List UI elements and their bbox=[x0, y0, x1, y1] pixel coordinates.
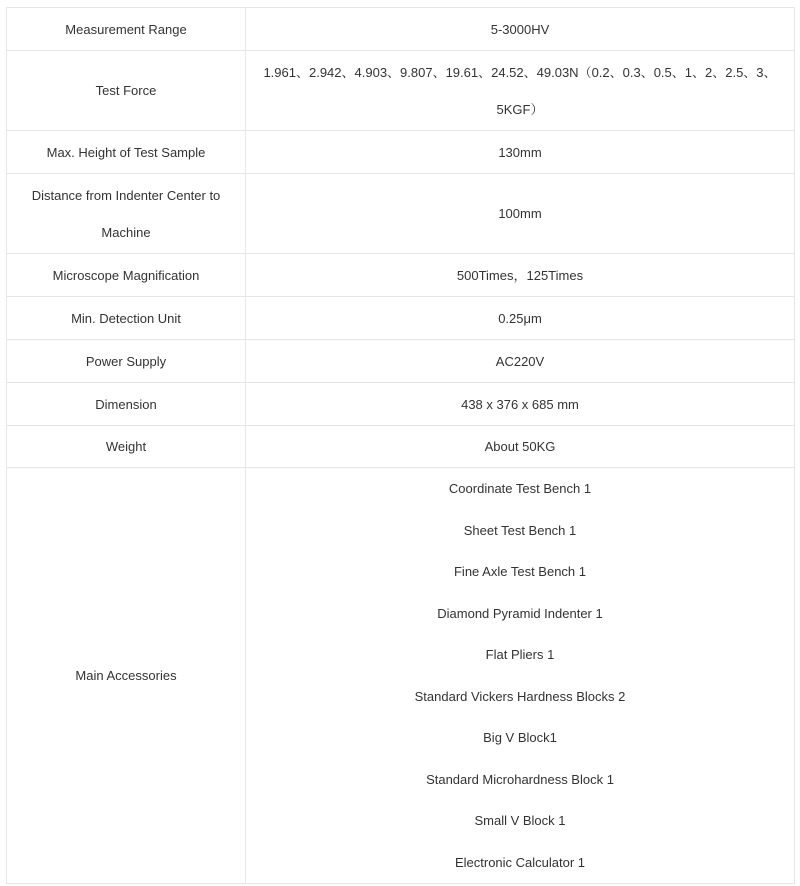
spec-label: Test Force bbox=[7, 51, 246, 131]
spec-value: 100mm bbox=[246, 174, 795, 254]
accessory-item: Small V Block 1 bbox=[474, 813, 566, 828]
spec-value: 1.961、2.942、4.903、9.807、19.61、24.52、49.03N（0.2、0.3、0.5、1、2、2.5、3、5KGF） bbox=[246, 51, 795, 131]
spec-label: Dimension bbox=[7, 383, 246, 426]
spec-row-dimension bbox=[7, 383, 795, 426]
spec-row-test-force bbox=[7, 51, 795, 131]
spec-row-detection-unit bbox=[7, 297, 795, 340]
spec-row-max-height bbox=[7, 131, 795, 174]
accessory-item: Diamond Pyramid Indenter 1 bbox=[437, 605, 603, 621]
spec-label: Weight bbox=[7, 426, 246, 468]
spec-label: Measurement Range bbox=[7, 8, 246, 51]
spec-value: 0.25μm bbox=[246, 297, 795, 340]
spec-label: Microscope Magnification bbox=[7, 254, 246, 297]
spec-label: Max. Height of Test Sample bbox=[7, 131, 246, 174]
spec-row-main-accessories bbox=[7, 468, 795, 884]
spec-label: Distance from Indenter Center to Machine bbox=[7, 174, 246, 254]
spec-label: Main Accessories bbox=[7, 468, 246, 884]
spec-label: Power Supply bbox=[7, 340, 246, 383]
specification-table bbox=[6, 7, 795, 884]
accessory-item: Big V Block1 bbox=[483, 730, 557, 745]
spec-row-weight bbox=[7, 426, 795, 468]
spec-label: Min. Detection Unit bbox=[7, 297, 246, 340]
accessory-item: Fine Axle Test Bench 1 bbox=[453, 564, 586, 579]
accessory-item: Flat Pliers 1 bbox=[485, 647, 555, 662]
spec-value: 5-3000HV bbox=[246, 8, 795, 51]
spec-value: About 50KG bbox=[246, 426, 795, 468]
accessory-item: Standard Vickers Hardness Blocks 2 bbox=[414, 688, 626, 704]
accessory-item: Electronic Calculator 1 bbox=[454, 854, 586, 870]
spec-row-magnification bbox=[7, 254, 795, 297]
accessories-list bbox=[246, 468, 795, 884]
spec-value: 500Times，125Times bbox=[246, 254, 795, 297]
spec-value: 438 x 376 x 685 mm bbox=[246, 383, 795, 426]
spec-value: AC220V bbox=[246, 340, 795, 383]
spec-row-indenter-distance bbox=[7, 174, 795, 254]
accessory-item: Coordinate Test Bench 1 bbox=[448, 481, 592, 496]
accessory-item: Standard Microhardness Block 1 bbox=[426, 771, 614, 787]
accessory-item: Sheet Test Bench 1 bbox=[463, 522, 577, 538]
spec-row-measurement-range bbox=[7, 8, 795, 51]
spec-value: 130mm bbox=[246, 131, 795, 174]
spec-row-power-supply bbox=[7, 340, 795, 383]
